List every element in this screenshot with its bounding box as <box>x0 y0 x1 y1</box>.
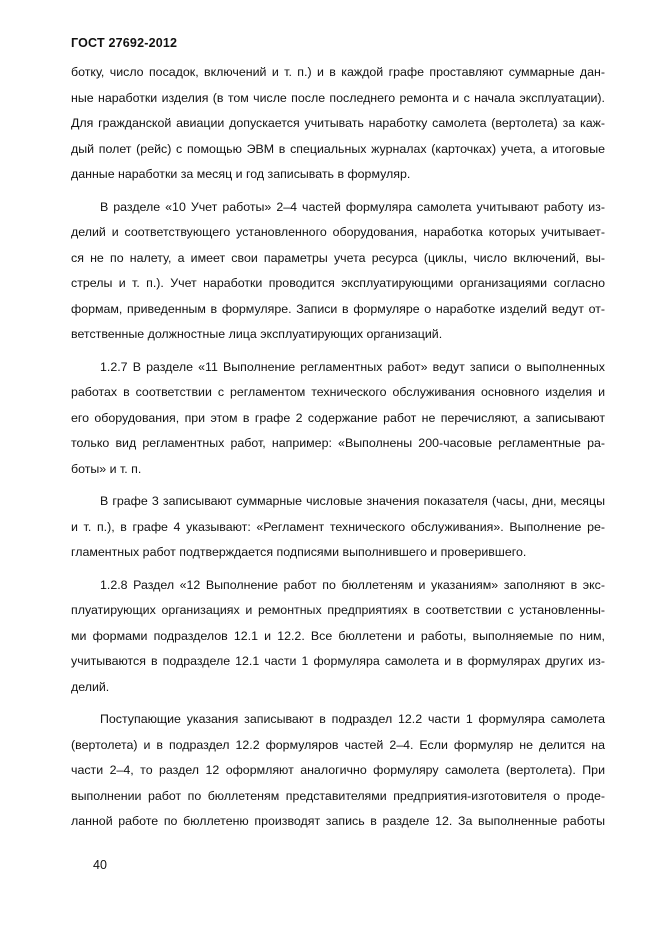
text-line: ся не по налету, а имеет свои параметры учета ресурса (циклы, число включений, вы- <box>71 250 605 265</box>
paragraph-2 <box>71 195 605 348</box>
text-line: учитываются в подразделе 12.1 части 1 формуляра самолета и в формулярах других из- <box>71 654 605 668</box>
text-line: части 2–4, то раздел 12 оформляют аналогично формуляру самолета (вертолета). При <box>71 763 605 777</box>
text-line: В разделе «10 Учет работы» 2–4 частей формуляра самолета учитывают работу из- <box>100 199 605 214</box>
text-line: 1.2.8 Раздел «12 Выполнение работ по бюллетеням и указаниям» заполняют в экс- <box>100 577 605 592</box>
text-line: и т. п.), в графе 4 указывают: «Регламент технического обслуживания». Выполнение ре- <box>71 519 605 534</box>
text-line: плуатирующих организациях и ремонтных предприятиях в соответствии с установленны- <box>71 603 605 617</box>
text-line: выполнении работ по бюллетеням представителями предприятия-изготовителя о проде- <box>71 788 605 803</box>
text-line: В графе 3 записывают суммарные числовые значения показателя (часы, дни, месяцы <box>100 494 605 508</box>
text-line: Поступающие указания записывают в подраздел 12.2 части 1 формуляра самолета <box>100 712 605 726</box>
text-line: ботку, число посадок, включений и т. п.) и в каждой графе проставляют суммарные дан- <box>71 65 605 79</box>
paragraph-3 <box>71 355 605 483</box>
paragraph-6 <box>71 707 605 835</box>
text-line: ми формами подразделов 12.1 и 12.2. Все бюллетени и работы, выполняемые по ним, <box>71 628 605 643</box>
text-line: 1.2.7 В разделе «11 Выполнение регламентных работ» ведут записи о выполненных <box>100 359 605 374</box>
paragraph-1 <box>71 60 605 188</box>
text-line: только вид регламентных работ, например: «Выполнены 200-часовые регламентные ра- <box>71 436 605 450</box>
text-line: гламентных работ подтверждается подписями выполнившего и проверившего. <box>71 545 527 559</box>
paragraph-5 <box>71 573 605 701</box>
standard-code-header: ГОСТ 27692-2012 <box>71 36 178 50</box>
text-line: Для гражданской авиации допускается учитывать наработку самолета (вертолета) за каж- <box>71 116 605 130</box>
page-number: 40 <box>93 858 107 872</box>
text-line: его оборудования, при этом в графе 2 содержание работ не перечисляют, а записывают <box>71 410 605 425</box>
text-line: делий. <box>71 679 110 694</box>
text-line: формам, приведенным в формуляре. Записи в формуляре о наработке изделий ведут от- <box>71 301 605 316</box>
text-line: ветственные должностные лица эксплуатирующих организаций. <box>71 327 443 341</box>
text-line: работах в соответствии с регламентом технического обслуживания основного изделия и <box>71 385 605 399</box>
text-line: ные наработки изделия (в том числе после последнего ремонта и с начала эксплуатации). <box>71 90 605 105</box>
text-line: данные наработки за месяц и год записывать в формуляр. <box>71 167 411 181</box>
text-line: (вертолета) и в подраздел 12.2 формуляров частей 2–4. Если формуляр не делится на <box>71 737 605 752</box>
text-line: боты» и т. п. <box>71 461 142 476</box>
text-line: делий и соответствующего установленного оборудования, наработка которых учитывает- <box>71 225 605 239</box>
document-body <box>71 60 605 835</box>
paragraph-4 <box>71 489 605 566</box>
text-line: стрелы и т. п.). Учет наработки проводится эксплуатирующими организациями согласно <box>71 276 605 290</box>
text-line: дый полет (рейс) с помощью ЭВМ в специальных журналах (карточках) учета, а итоговые <box>71 141 605 156</box>
text-line: ланной работе по бюллетеню производят запись в разделе 12. За выполненные работы <box>71 814 605 828</box>
